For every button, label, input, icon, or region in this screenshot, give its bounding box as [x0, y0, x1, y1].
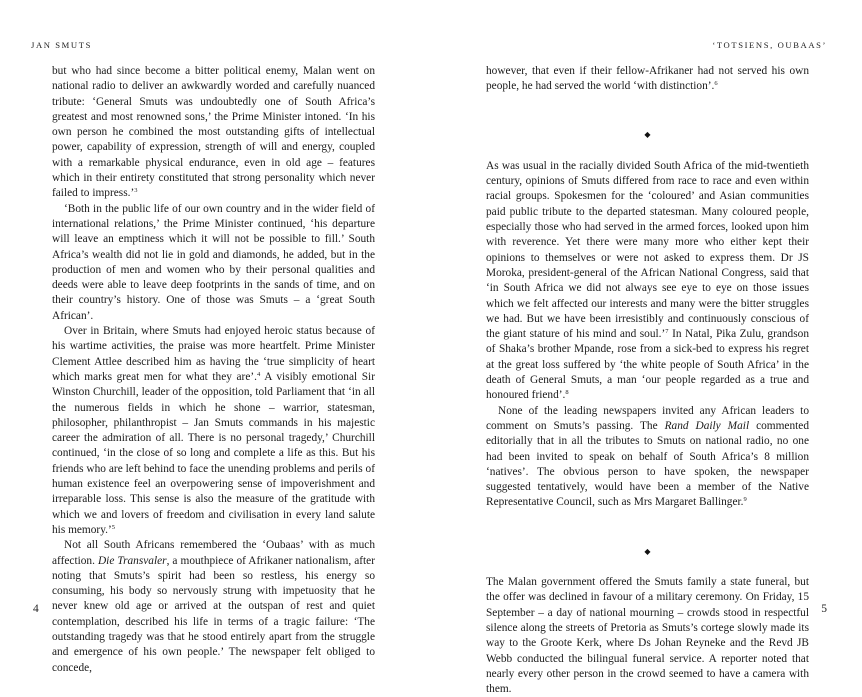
footnote-marker[interactable]: 4 — [256, 370, 261, 378]
section-break-diamond-icon: ◆ — [644, 129, 651, 139]
paragraph — [52, 64, 375, 202]
paragraph-text: None of the leading newspapers invited any African leaders to comment on Smuts’s passing. The — [486, 404, 809, 432]
footnote-marker[interactable]: 9 — [743, 496, 747, 504]
paragraph-text: As was usual in the racially divided South Africa of the mid-twentieth century, opinions of Smuts differed from race to race and even within racial groups. Spokesmen for the ‘coloured’ and Asian communities paid public tribute to the departed statesman. Many coloured people, especially those who had served in the armed forces, looked upon him with reverence. Yet there were many more who either kept their opinions to themselves or were not asked to express them. Dr JS Moroka, president-general of the African National Congress, said that ‘in South Africa we did not always see eye to eye on those issues which we felt affected our interests and many were the bitter struggles we had. But we have been irresistibly and continuously conscious of the giant stature of his mind and soul.’ — [486, 159, 809, 341]
page-number-right: 5 — [821, 603, 827, 615]
paragraph-text: Over in Britain, where Smuts had enjoyed heroic status because of his wartime activities, the praise was more heartfelt. Prime Minister Clement Attlee described him as having the ‘true simplicity of heart which marks great men for what they are’. — [52, 325, 375, 383]
paragraph-text: In Natal, Pika Zulu, grandson of Shaka’s brother Mpande, rose from a sick-bed to express his regret at the great loss suffered by ‘the white people of South Africa’ in the death of General Smuts, a man ‘our people regarded as a true and honoured friend’. — [486, 328, 809, 402]
publication-title: Die Transvaler — [97, 554, 167, 567]
paragraph-text: commented editorially that in all the tributes to Smuts on national radio, no one had been invited to speak on behalf of South Africa’s 8 million ‘natives’. The obvious person to have spoken, the newspaper suggested tentatively, would have been a member of the Native Representative Council, such as Mrs Margaret Ballinger. — [486, 419, 809, 509]
paragraph: ‘Both in the public life of our own country and in the wider field of international relations,’ the Prime Minister continued, ‘his departure will leave an emptiness which it will not be possible to fill.’ South Africa’s wealth did not lie in gold and diamonds, he added, but in the production of men and women who by their personal qualities and deeds were able to leave deep footprints in the sands of time, and on their country’s history. One of those was Smuts – a ‘great South African’. — [52, 202, 375, 322]
paragraph-text: , a mouthpiece of Afrikaner nationalism, after noting that Smuts’s spirit had been so restless, his energy so consuming, his body so nervously strung with impetuosity that he never knew old age or arrived at the outspan of rest and quiet contemplation, described his life in terms of a tragic failure: ‘The outstanding tragedy was that he stood entirely apart from the struggle and emergence of his own people.’ The newspaper felt obliged to concede, — [52, 554, 375, 674]
right-page — [431, 0, 862, 696]
footnote-marker[interactable]: 8 — [565, 389, 569, 397]
footnote-marker[interactable]: 6 — [714, 80, 718, 88]
footnote-marker[interactable]: 7 — [665, 328, 669, 336]
paragraph-text: Not all South Africans remembered the ‘Oubaas’ with as much affection. — [52, 539, 375, 567]
right-text-block — [486, 64, 809, 697]
running-head-left: JAN SMUTS — [31, 40, 92, 50]
paragraph — [486, 404, 809, 511]
page-number-left: 4 — [33, 603, 39, 615]
paragraph — [486, 64, 809, 95]
paragraph-text: but who had since become a bitter political enemy, Malan went on national radio to deliver an awkwardly worded and carefully nuanced tribute: ‘General Smuts was undoubtedly one of South Africa’s greatest and most renowned sons,’ the Prime Minister intoned. ‘In his own person he combined the most outstanding gifts of intellectual power, capability of expression, strength of will and energy, coupled with a remarkable physical endurance, even in old age – features which in their entirety constituted that strong personality which never failed to impress.’ — [52, 65, 375, 200]
paragraph — [52, 538, 375, 676]
left-page — [0, 0, 431, 674]
publication-title: Rand Daily Mail — [664, 419, 750, 432]
section-spacer — [486, 142, 809, 159]
paragraph: The Malan government offered the Smuts family a state funeral, but the offer was declined in favour of a military ceremony. On Friday, 15 September – a day of national mourning – crowds stood in respectful silence along the streets of Pretoria as Smuts’s cortege slowly made its way to the Groote Kerk, where Ds Johan Reyneke and the Revd JB Webb conducted the bilingual funeral service. A reporter noted that nearly every other person in the crowd seemed to have a camera with them. — [486, 576, 809, 696]
footnote-marker[interactable]: 5 — [111, 523, 116, 531]
section-spacer — [486, 511, 809, 544]
paragraph — [486, 159, 809, 404]
running-head-right: ‘TOTSIENS, OUBAAS’ — [712, 40, 827, 50]
paragraph-text: however, that even if their fellow-Afrikaner had not served his own people, he had served the world ‘with distinction’. — [486, 65, 809, 93]
paragraph — [52, 324, 375, 538]
left-text-block — [52, 64, 375, 676]
footnote-marker[interactable]: 3 — [134, 187, 138, 195]
section-spacer — [486, 559, 809, 575]
paragraph-text: A visibly emotional Sir Winston Churchill, leader of the opposition, told Parliament that ‘in all the numerous fields in which he shone – warrior, statesman, philosopher, philanthropist – Jan Smuts commands in his majestic career the admiration of all. There is no personal tragedy,’ Churchill continued, ‘in the close of so long and complete a life as this. But his friends who are left behind to face the unending problems and perils of human existence feel an overpowering sense of impoverishment and irreparable loss. This sense is also the measure of the gratitude with which we and lovers of freedom and civilisation in every land salute his memory.’ — [52, 370, 375, 536]
section-spacer — [486, 95, 809, 127]
section-break-diamond-icon: ◆ — [644, 546, 651, 556]
